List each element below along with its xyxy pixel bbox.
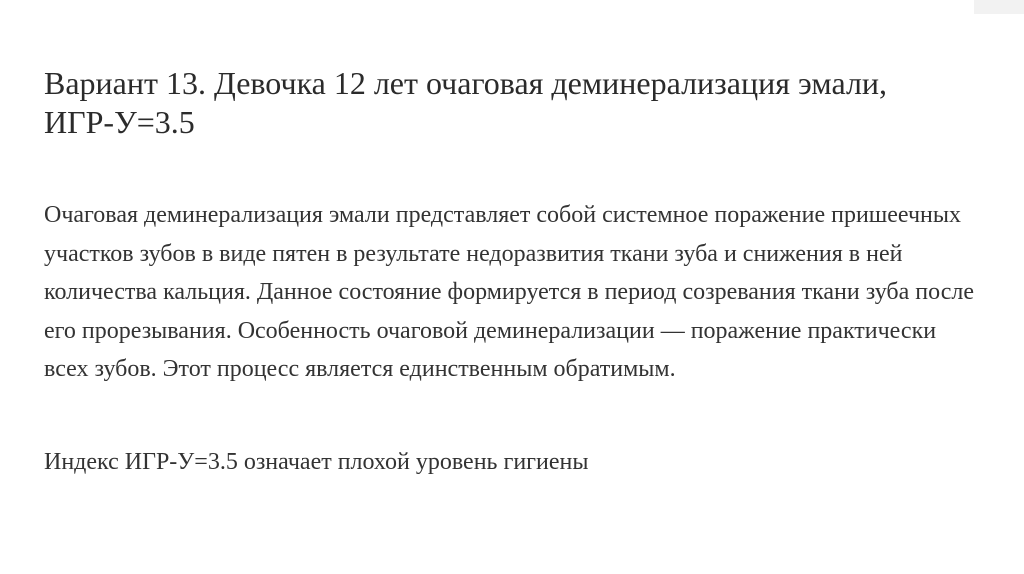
corner-decoration	[974, 0, 1024, 14]
slide-title: Вариант 13. Девочка 12 лет очаговая деминерализация эмали, ИГР-У=3.5	[44, 65, 888, 140]
description-paragraph: Очаговая деминерализация эмали представляет собой системное поражение пришеечных участков зубов в виде пятен в результате недоразвития ткани зуба и снижения в ней количества кальция. Данное состояние формируется в период созревания ткани зуба после его прорезывания. Особенность очаговой деминерализации — поражение практически всех зубов. Этот процесс является единственным обратимым.	[44, 202, 974, 382]
index-note: Индекс ИГР-У=3.5 означает плохой уровень гигиены	[44, 449, 589, 475]
